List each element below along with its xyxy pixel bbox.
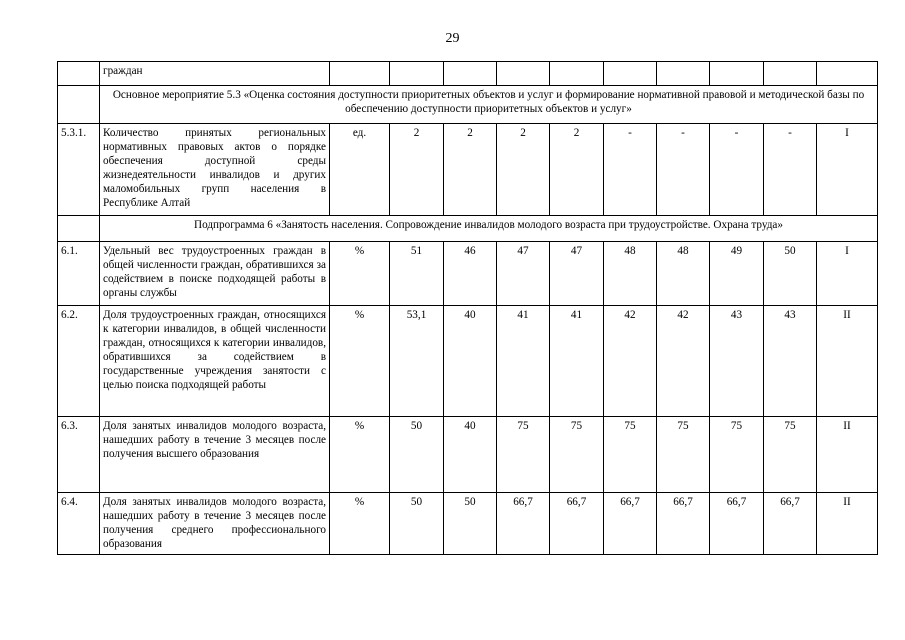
unit-cell	[330, 62, 390, 86]
unit-cell: ед.	[330, 124, 390, 216]
indicator-name: граждан	[100, 62, 330, 86]
value-cell: 49	[710, 242, 764, 306]
value-cell: 75	[550, 417, 604, 493]
unit-cell: %	[330, 493, 390, 555]
value-cell: 75	[710, 417, 764, 493]
value-cell: 53,1	[390, 306, 444, 417]
table-row	[58, 417, 878, 493]
value-cell: 66,7	[657, 493, 710, 555]
row-number: 6.4.	[58, 493, 100, 555]
section-header-row	[58, 86, 878, 124]
value-cell: 75	[764, 417, 817, 493]
table-row	[58, 62, 878, 86]
value-cell	[497, 62, 550, 86]
value-cell: 66,7	[550, 493, 604, 555]
indicator-name: Доля занятых инвалидов молодого возраста, нашедших работу в течение 3 месяцев после получения среднего профессионального образования	[100, 493, 330, 555]
value-cell	[710, 62, 764, 86]
value-cell: 2	[497, 124, 550, 216]
type-cell: II	[817, 493, 878, 555]
value-cell: 43	[764, 306, 817, 417]
row-number: 6.2.	[58, 306, 100, 417]
value-cell: 66,7	[497, 493, 550, 555]
value-cell	[657, 62, 710, 86]
row-number: 5.3.1.	[58, 124, 100, 216]
value-cell: 75	[657, 417, 710, 493]
empty-cell	[58, 216, 100, 242]
table-row	[58, 124, 878, 216]
value-cell: 75	[497, 417, 550, 493]
value-cell	[390, 62, 444, 86]
value-cell: 42	[604, 306, 657, 417]
value-cell: 66,7	[604, 493, 657, 555]
type-cell: I	[817, 242, 878, 306]
unit-cell: %	[330, 417, 390, 493]
value-cell: 50	[390, 417, 444, 493]
empty-cell	[58, 86, 100, 124]
value-cell: 50	[444, 493, 497, 555]
value-cell: 50	[764, 242, 817, 306]
value-cell: 41	[550, 306, 604, 417]
value-cell: 41	[497, 306, 550, 417]
row-number	[58, 62, 100, 86]
value-cell: 48	[657, 242, 710, 306]
table-row	[58, 242, 878, 306]
type-cell	[817, 62, 878, 86]
type-cell: II	[817, 417, 878, 493]
value-cell: 2	[444, 124, 497, 216]
type-cell: II	[817, 306, 878, 417]
value-cell: 42	[657, 306, 710, 417]
section-header-row	[58, 216, 878, 242]
value-cell: 75	[604, 417, 657, 493]
value-cell: 50	[390, 493, 444, 555]
value-cell	[604, 62, 657, 86]
value-cell: 46	[444, 242, 497, 306]
type-cell: I	[817, 124, 878, 216]
table-row	[58, 306, 878, 417]
value-cell	[550, 62, 604, 86]
indicator-name: Количество принятых региональных нормативных правовых актов о порядке обеспечения доступной среды жизнедеятельности инвалидов и других маломобильных групп населения в Республике Алтай	[100, 124, 330, 216]
value-cell: 51	[390, 242, 444, 306]
value-cell: 40	[444, 417, 497, 493]
value-cell: -	[604, 124, 657, 216]
value-cell	[764, 62, 817, 86]
unit-cell: %	[330, 242, 390, 306]
row-number: 6.1.	[58, 242, 100, 306]
indicator-name: Доля занятых инвалидов молодого возраста, нашедших работу в течение 3 месяцев после получения высшего образования	[100, 417, 330, 493]
indicator-name: Удельный вес трудоустроенных граждан в общей численности граждан, обратившихся за содействием в поиске подходящей работы в органы службы	[100, 242, 330, 306]
indicators-table	[57, 61, 878, 555]
value-cell: -	[764, 124, 817, 216]
value-cell: -	[657, 124, 710, 216]
page-number: 29	[445, 31, 460, 46]
section-title: Основное мероприятие 5.3 «Оценка состояния доступности приоритетных объектов и услуг и формирование нормативной правовой и методической базы по обеспечению доступности приоритетных объектов и услуг»	[100, 86, 878, 124]
value-cell: 40	[444, 306, 497, 417]
value-cell: 2	[390, 124, 444, 216]
subprogram-title: Подпрограмма 6 «Занятость населения. Сопровождение инвалидов молодого возраста при трудоустройстве. Охрана труда»	[100, 216, 878, 242]
value-cell: 47	[550, 242, 604, 306]
value-cell: 66,7	[764, 493, 817, 555]
value-cell: 2	[550, 124, 604, 216]
value-cell: -	[710, 124, 764, 216]
value-cell: 66,7	[710, 493, 764, 555]
value-cell: 47	[497, 242, 550, 306]
value-cell: 48	[604, 242, 657, 306]
value-cell: 43	[710, 306, 764, 417]
table-row	[58, 493, 878, 555]
unit-cell: %	[330, 306, 390, 417]
row-number: 6.3.	[58, 417, 100, 493]
indicator-name: Доля трудоустроенных граждан, относящихся к категории инвалидов, в общей численности граждан, относящихся к категории инвалидов, обратившихся за содействием в государственные учреждения занятости с целью поиска подходящей работы	[100, 306, 330, 417]
value-cell	[444, 62, 497, 86]
